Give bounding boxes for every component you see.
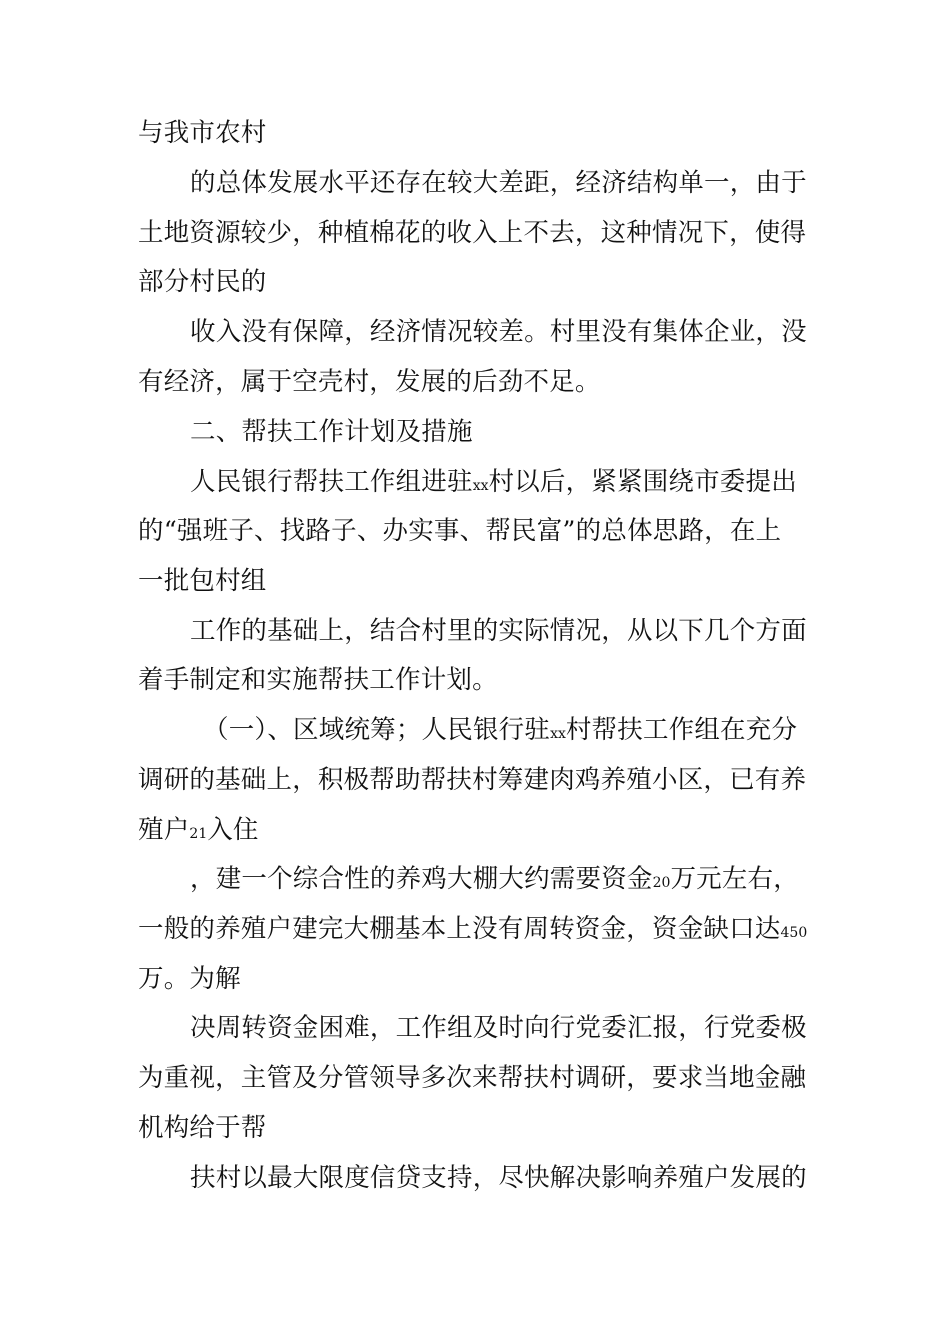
text-line: 为重视，主管及分管领导多次来帮扶村调研，要求当地金融 <box>138 1063 807 1093</box>
text-line: 扶村以最大限度信贷支持，尽快解决影响养殖户发展的 <box>190 1163 807 1193</box>
text-line: 的总体发展水平还存在较大差距，经济结构单一，由于 <box>190 168 807 198</box>
text-line: 殖户21入住 <box>138 815 259 845</box>
text-line: 部分村民的 <box>138 267 267 297</box>
text-line: 一般的养殖户建完大棚基本上没有周转资金，资金缺口达450 <box>138 914 808 944</box>
text-line: 土地资源较少，种植棉花的收入上不去，这种情况下，使得 <box>138 218 807 248</box>
text-line: 一批包村组 <box>138 566 267 596</box>
text-line: 机构给于帮 <box>138 1113 267 1143</box>
text-line: 万。为解 <box>138 964 241 994</box>
text-line: 有经济，属于空壳村，发展的后劲不足。 <box>138 367 601 397</box>
text-line: 调研的基础上，积极帮助帮扶村筹建肉鸡养殖小区，已有养 <box>138 765 807 795</box>
text-line: 与我市农村 <box>138 118 267 148</box>
subsection-line: （一）、区域统筹；人民银行驻xx村帮扶工作组在充分 <box>203 715 798 745</box>
section-heading: 二、帮扶工作计划及措施 <box>190 417 473 447</box>
text-line: 决周转资金困难，工作组及时向行党委汇报，行党委极 <box>190 1013 807 1043</box>
text-line: 工作的基础上，结合村里的实际情况，从以下几个方面 <box>190 616 807 646</box>
text-line: 人民银行帮扶工作组进驻xx村以后，紧紧围绕市委提出 <box>190 467 797 497</box>
text-line: 收入没有保障，经济情况较差。村里没有集体企业，没 <box>190 317 807 347</box>
text-line: 的“强班子、找路子、办实事、帮民富”的总体思路，在上 <box>138 516 782 546</box>
text-line: 着手制定和实施帮扶工作计划。 <box>138 665 498 695</box>
text-line: ，建一个综合性的养鸡大棚大约需要资金20万元左右， <box>190 864 799 894</box>
